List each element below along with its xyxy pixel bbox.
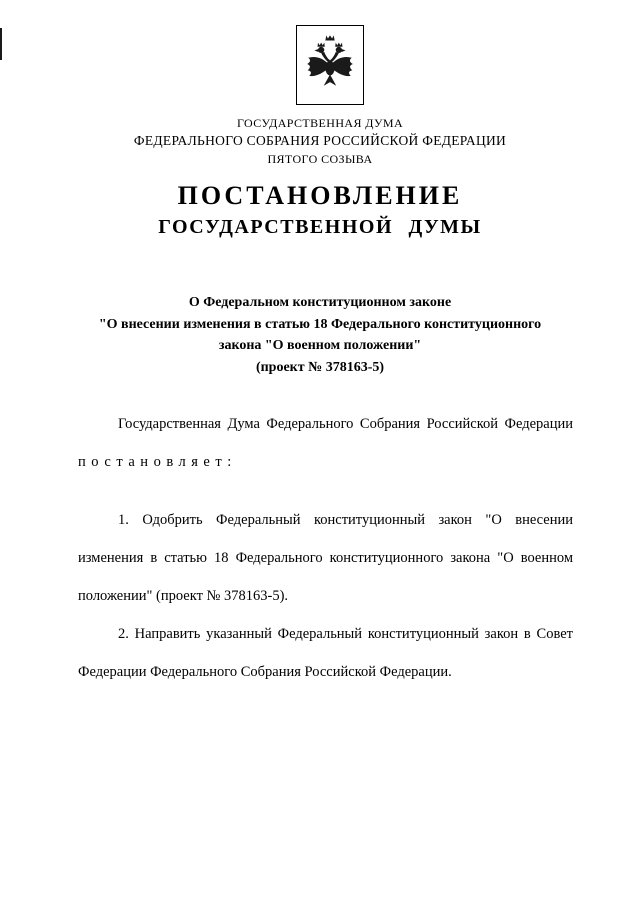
header-convocation: ПЯТОГО СОЗЫВА — [267, 152, 373, 166]
document-title — [0, 181, 640, 242]
document-subject — [40, 292, 600, 378]
title-state-duma: ГОСУДАРСТВЕННОЙ ДУМЫ — [158, 216, 482, 238]
subject-line2: "О внесении изменения в статью 18 Федерального конституционного — [98, 316, 542, 332]
document-header — [0, 114, 640, 168]
resolves-colon: : — [227, 454, 232, 470]
double-headed-eagle-icon — [304, 33, 356, 97]
scan-artifact — [0, 28, 2, 60]
paragraph-resolves — [78, 405, 573, 481]
subject-line3: закона "О военном положении" — [218, 338, 422, 353]
document-body — [78, 405, 573, 691]
subject-line4: (проект № 378163-5) — [255, 359, 385, 375]
header-org-line2: ФЕДЕРАЛЬНОГО СОБРАНИЯ РОССИЙСКОЙ ФЕДЕРАЦИИ — [133, 133, 507, 148]
header-org-line1: ГОСУДАРСТВЕННАЯ ДУМА — [236, 116, 404, 130]
subject-line1: О Федеральном конституционном законе — [188, 295, 452, 310]
paragraph-item-2: 2. Направить указанный Федеральный конституционный закон в Совет Федерации Федерального Собрания Российской Федерации. — [78, 626, 573, 680]
paragraph-item-1: 1. Одобрить Федеральный конституционный закон "О внесении изменения в статью 18 Федерального конституционного закона "О военном положении" (проект № 378163-5). — [78, 512, 573, 604]
resolves-intro: Государственная Дума Федерального Собрания Российской Федерации — [118, 416, 573, 432]
title-resolution: ПОСТАНОВЛЕНИЕ — [177, 181, 463, 210]
emblem-box — [296, 25, 364, 105]
resolves-spaced-word: постановляет — [78, 454, 228, 470]
